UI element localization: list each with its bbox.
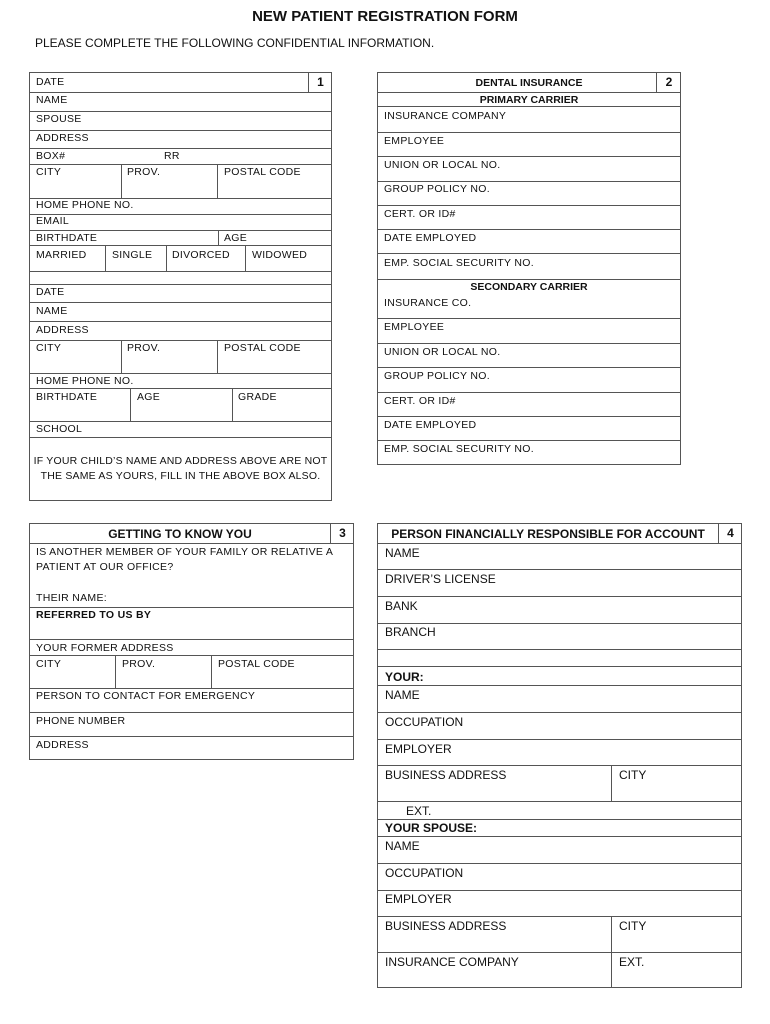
birthdate-field[interactable]: BIRTHDATE bbox=[36, 232, 98, 244]
child-prov-field[interactable]: PROV. bbox=[127, 342, 161, 354]
widowed-checkbox[interactable]: WIDOWED bbox=[252, 249, 308, 261]
spouse-field[interactable]: SPOUSE bbox=[36, 113, 82, 125]
child-address-field[interactable]: ADDRESS bbox=[36, 324, 89, 336]
child-note: IF YOUR CHILD’S NAME AND ADDRESS ABOVE ARE NOT THE SAME AS YOURS, FILL IN THE ABOVE BOX ALSO. bbox=[33, 455, 328, 482]
phone-number-field[interactable]: PHONE NUMBER bbox=[36, 715, 126, 727]
name-field[interactable]: NAME bbox=[36, 94, 68, 106]
address-field[interactable]: ADDRESS bbox=[36, 132, 89, 144]
section-4-box bbox=[377, 523, 742, 988]
secondary-group-policy-field[interactable]: GROUP POLICY NO. bbox=[384, 370, 490, 382]
section-2-box bbox=[377, 72, 681, 465]
spouse-ext-field[interactable]: EXT. bbox=[619, 955, 645, 969]
prov-field[interactable]: PROV. bbox=[127, 166, 161, 178]
section-3-box bbox=[29, 523, 354, 760]
city-field[interactable]: CITY bbox=[36, 166, 62, 178]
date-field[interactable]: DATE bbox=[36, 76, 65, 88]
rr-field[interactable]: RR bbox=[164, 150, 180, 162]
secondary-date-employed-field[interactable]: DATE EMPLOYED bbox=[384, 419, 477, 431]
spouse-occupation-field[interactable]: OCCUPATION bbox=[385, 866, 464, 880]
secondary-cert-id-field[interactable]: CERT. OR ID# bbox=[384, 395, 456, 407]
former-postal-code-field[interactable]: POSTAL CODE bbox=[218, 658, 295, 670]
branch-field[interactable]: BRANCH bbox=[385, 625, 436, 639]
child-birthdate-field[interactable]: BIRTHDATE bbox=[36, 391, 98, 403]
spouse-insurance-company-field[interactable]: INSURANCE COMPANY bbox=[385, 955, 519, 969]
emergency-contact-field[interactable]: PERSON TO CONTACT FOR EMERGENCY bbox=[36, 690, 256, 702]
your-employer-field[interactable]: EMPLOYER bbox=[385, 742, 452, 756]
married-checkbox[interactable]: MARRIED bbox=[36, 249, 87, 261]
box-field[interactable]: BOX# bbox=[36, 150, 66, 162]
section-number: 3 bbox=[339, 526, 346, 540]
divorced-checkbox[interactable]: DIVORCED bbox=[172, 249, 230, 261]
primary-date-employed-field[interactable]: DATE EMPLOYED bbox=[384, 232, 477, 244]
referred-by-field[interactable]: REFERRED TO US BY bbox=[36, 609, 152, 621]
your-spouse-heading: YOUR SPOUSE: bbox=[385, 821, 478, 835]
single-checkbox[interactable]: SINGLE bbox=[112, 249, 153, 261]
financially-responsible-title: PERSON FINANCIALLY RESPONSIBLE FOR ACCOUNT bbox=[391, 527, 705, 541]
child-home-phone-field[interactable]: HOME PHONE NO. bbox=[36, 375, 134, 387]
grade-field[interactable]: GRADE bbox=[238, 391, 277, 403]
dental-insurance-title: DENTAL INSURANCE bbox=[475, 77, 583, 89]
emergency-address-field[interactable]: ADDRESS bbox=[36, 739, 89, 751]
their-name-field[interactable]: THEIR NAME: bbox=[36, 592, 107, 604]
spouse-city-field[interactable]: CITY bbox=[619, 919, 647, 933]
primary-group-policy-field[interactable]: GROUP POLICY NO. bbox=[384, 183, 490, 195]
your-heading: YOUR: bbox=[385, 670, 424, 684]
section-number: 1 bbox=[317, 75, 324, 89]
your-city-field[interactable]: CITY bbox=[619, 768, 647, 782]
child-age-field[interactable]: AGE bbox=[137, 391, 161, 403]
responsible-name-field[interactable]: NAME bbox=[385, 546, 420, 560]
primary-employee-field[interactable]: EMPLOYEE bbox=[384, 135, 445, 147]
primary-union-field[interactable]: UNION OR LOCAL NO. bbox=[384, 159, 501, 171]
former-city-field[interactable]: CITY bbox=[36, 658, 62, 670]
section-number: 2 bbox=[665, 75, 673, 89]
page-title: NEW PATIENT REGISTRATION FORM bbox=[252, 8, 518, 25]
child-name-field[interactable]: NAME bbox=[36, 305, 68, 317]
secondary-insurance-company-field[interactable]: INSURANCE CO. bbox=[384, 297, 472, 309]
primary-insurance-company-field[interactable]: INSURANCE COMPANY bbox=[384, 110, 507, 122]
secondary-employee-field[interactable]: EMPLOYEE bbox=[384, 321, 445, 333]
drivers-license-field[interactable]: DRIVER’S LICENSE bbox=[385, 572, 496, 586]
your-occupation-field[interactable]: OCCUPATION bbox=[385, 715, 464, 729]
secondary-union-field[interactable]: UNION OR LOCAL NO. bbox=[384, 346, 501, 358]
child-postal-code-field[interactable]: POSTAL CODE bbox=[224, 342, 301, 354]
spouse-business-address-field[interactable]: BUSINESS ADDRESS bbox=[385, 919, 507, 933]
postal-code-field[interactable]: POSTAL CODE bbox=[224, 166, 301, 178]
bank-field[interactable]: BANK bbox=[385, 599, 418, 613]
school-field[interactable]: SCHOOL bbox=[36, 423, 83, 435]
family-member-question[interactable]: IS ANOTHER MEMBER OF YOUR FAMILY OR RELATIVE A PATIENT AT OUR OFFICE? bbox=[36, 546, 334, 573]
primary-carrier-heading: PRIMARY CARRIER bbox=[479, 94, 579, 106]
spouse-name-field[interactable]: NAME bbox=[385, 839, 420, 853]
former-prov-field[interactable]: PROV. bbox=[122, 658, 156, 670]
former-address-field[interactable]: YOUR FORMER ADDRESS bbox=[36, 642, 174, 654]
section-1-box bbox=[29, 72, 332, 501]
age-field[interactable]: AGE bbox=[224, 232, 248, 244]
child-date-field[interactable]: DATE bbox=[36, 286, 65, 298]
home-phone-field[interactable]: HOME PHONE NO. bbox=[36, 199, 134, 211]
your-name-field[interactable]: NAME bbox=[385, 688, 420, 702]
getting-to-know-you-title: GETTING TO KNOW YOU bbox=[108, 527, 252, 541]
email-field[interactable]: EMAIL bbox=[36, 215, 70, 227]
secondary-carrier-heading: SECONDARY CARRIER bbox=[470, 281, 588, 293]
spouse-employer-field[interactable]: EMPLOYER bbox=[385, 892, 452, 906]
section-number: 4 bbox=[727, 526, 734, 540]
primary-ssn-field[interactable]: EMP. SOCIAL SECURITY NO. bbox=[384, 257, 534, 269]
primary-cert-id-field[interactable]: CERT. OR ID# bbox=[384, 208, 456, 220]
your-ext-field[interactable]: EXT. bbox=[406, 804, 432, 818]
secondary-ssn-field[interactable]: EMP. SOCIAL SECURITY NO. bbox=[384, 443, 534, 455]
child-city-field[interactable]: CITY bbox=[36, 342, 62, 354]
page-subtitle: PLEASE COMPLETE THE FOLLOWING CONFIDENTIAL INFORMATION. bbox=[35, 36, 435, 50]
your-business-address-field[interactable]: BUSINESS ADDRESS bbox=[385, 768, 507, 782]
